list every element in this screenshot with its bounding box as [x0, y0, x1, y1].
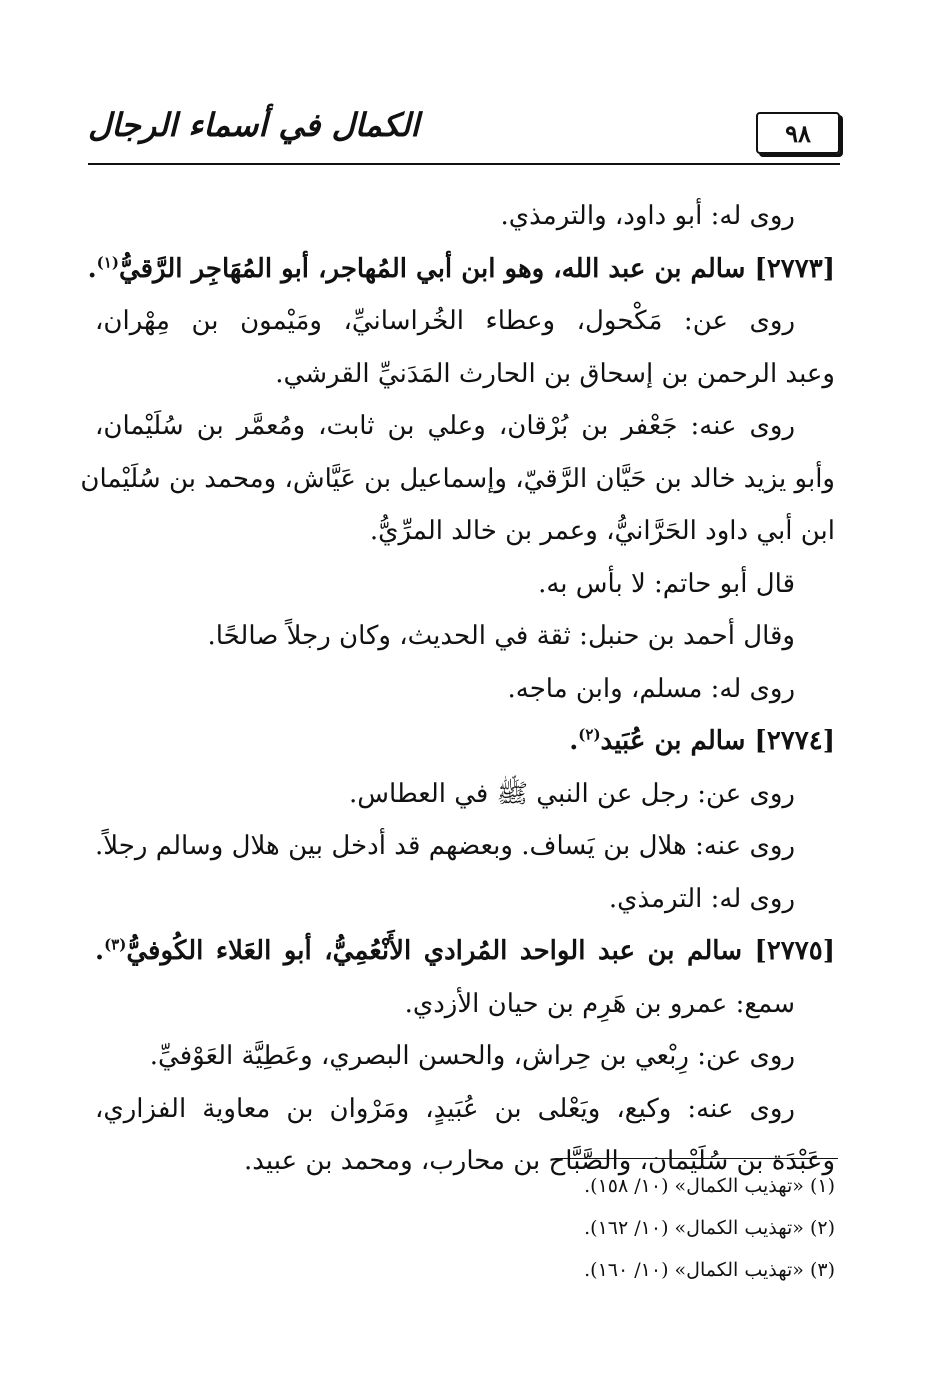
line-text: روى عن: رِبْعي بن حِراش، والحسن البصري، وعَطِيَّة العَوْفيِّ.	[149, 1041, 795, 1071]
text-line	[95, 558, 835, 611]
text-line	[95, 978, 835, 1031]
footnote-marker[interactable]: (٢)	[578, 725, 601, 744]
line-text: ابن أبي داود الحَرَّانيُّ، وعمر بن خالد المرِّيُّ.	[369, 516, 835, 546]
entry-heading	[95, 925, 835, 978]
line-text: روى عن: رجل عن النبي ﷺ في العطاس.	[349, 778, 795, 809]
line-text: سمع: عمرو بن هَرِم بن حيان الأزدي.	[404, 988, 795, 1019]
line-tail: .	[569, 726, 579, 756]
footnote: (٢) «تهذيب الكمال» (١٠/ ١٦٢).	[584, 1217, 835, 1239]
line-text: وعَبْدَة بن سُلَيْمان، والصَّبَّاح بن محارب، ومحمد بن عبيد.	[244, 1146, 835, 1176]
line-text: [٢٧٧٤] سالم بن عُبَيد	[600, 726, 835, 756]
line-text: روى له: أبو داود، والترمذي.	[500, 201, 795, 231]
line-tail: .	[87, 253, 97, 284]
line-text: روى له: الترمذي.	[608, 883, 795, 914]
main-text	[80, 190, 835, 1188]
text-line	[80, 453, 835, 506]
line-text: روى عنه: جَعْفر بن بُرْقان، وعلي بن ثابت، ومُعمَّر بن سُلَيْمان،	[95, 411, 795, 441]
line-text: روى عن: مَكْحول، وعطاء الخُراسانيِّ، ومَيْمون بن مِهْران،	[95, 306, 795, 336]
text-line	[95, 820, 835, 873]
text-line	[95, 295, 835, 348]
text-line	[95, 505, 835, 558]
footnote-rule	[560, 1158, 838, 1159]
header-rule	[88, 163, 840, 165]
line-text: وقال أحمد بن حنبل: ثقة في الحديث، وكان رجلاً صالحًا.	[207, 621, 795, 651]
text-line	[95, 768, 835, 821]
line-text: وأبو يزيد خالد بن حَيَّان الرَّقيّ، وإسماعيل بن عَيَّاش، ومحمد بن سُلَيْمان	[80, 463, 835, 494]
text-line	[95, 348, 835, 401]
footnote: (٣) «تهذيب الكمال» (١٠/ ١٦٠).	[584, 1259, 835, 1281]
line-text: روى عنه: وكيع، ويَعْلى بن عُبَيدٍ، ومَرْوان بن معاوية الفزاري،	[95, 1093, 795, 1124]
text-line	[95, 873, 835, 926]
text-line	[95, 1083, 835, 1136]
text-line	[95, 610, 835, 663]
page-number: ٩٨	[756, 112, 840, 154]
text-line	[95, 663, 835, 716]
line-text: قال أبو حاتم: لا بأس به.	[538, 568, 795, 599]
line-text: [٢٧٧٥] سالم بن عبد الواحد المُرادي الأَنْعُمِيُّ، أبو العَلاء الكُوفيُّ	[126, 936, 835, 966]
line-tail: .	[95, 936, 105, 966]
line-text: روى له: مسلم، وابن ماجه.	[507, 673, 795, 704]
footnote-marker[interactable]: (١)	[96, 252, 119, 271]
running-title: الكمال في أسماء الرجال	[88, 106, 420, 144]
line-text: [٢٧٧٣] سالم بن عبد الله، وهو ابن أبي المُهاجر، أبو المُهَاجِر الرَّقيُّ	[118, 253, 835, 284]
text-line	[95, 190, 835, 243]
text-line	[95, 1030, 835, 1083]
footnote-marker[interactable]: (٣)	[104, 935, 127, 954]
text-line	[95, 400, 835, 453]
line-text: وعبد الرحمن بن إسحاق بن الحارث المَدَنيِّ القرشي.	[275, 358, 835, 389]
entry-heading	[87, 243, 835, 296]
entry-heading	[95, 715, 835, 768]
page-header	[88, 96, 840, 166]
footnotes	[95, 1165, 835, 1291]
line-text: روى عنه: هلال بن يَساف. وبعضهم قد أدخل بين هلال وسالم رجلاً.	[95, 831, 795, 861]
footnote: (١) «تهذيب الكمال» (١٠/ ١٥٨).	[584, 1175, 835, 1197]
